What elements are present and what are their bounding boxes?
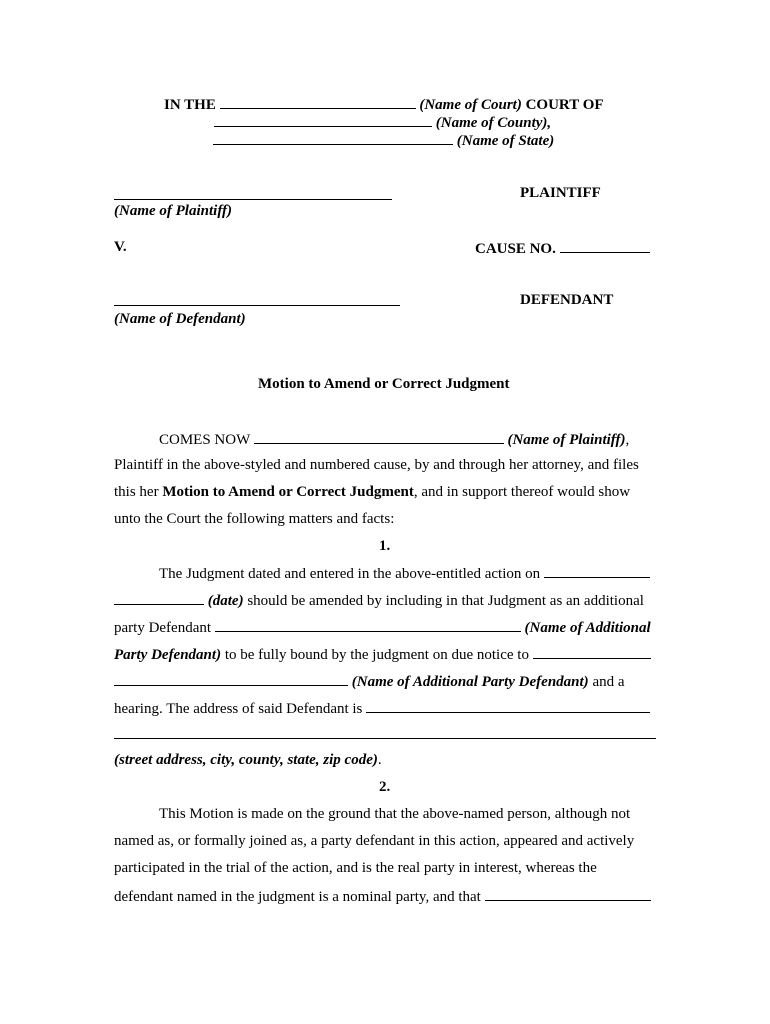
section-1-line-4: [114, 644, 651, 664]
grounds-blank[interactable]: [485, 886, 651, 901]
address-period: .: [377, 752, 382, 768]
section-1-line-3: [114, 617, 651, 637]
name-of-plaintiff-label: (Name of Plaintiff): [114, 203, 233, 219]
name-of-court-label: (Name of Court): [419, 97, 522, 113]
court-of-label: COURT OF: [525, 97, 604, 113]
in-the-label: IN THE: [164, 97, 216, 113]
name-of-defendant-label: (Name of Defendant): [114, 311, 246, 327]
section-1-line-2-text: should be amended by including in that Judgment as an additional: [247, 593, 644, 609]
intro-line-4: unto the Court the following matters and facts:: [114, 511, 395, 527]
and-a-text: and a: [592, 674, 625, 690]
caption-line-3: [213, 130, 554, 150]
address-blank-1[interactable]: [366, 698, 650, 713]
county-name-blank[interactable]: [214, 112, 432, 127]
section-1-line-8: [114, 751, 382, 769]
plaintiff-name-blank[interactable]: [114, 199, 392, 200]
section-2-line-2: named as, or formally joined as, a party defendant in this action, appeared and actively: [114, 833, 635, 849]
section-2-line-4-text: defendant named in the judgment is a nominal party, and that: [114, 889, 481, 905]
section-2-line-1: This Motion is made on the ground that the above-named person, although not: [159, 806, 631, 822]
intro-line-3-post: , and in support thereof would show: [413, 484, 631, 500]
defendant-label: DEFENDANT: [520, 292, 614, 308]
party-defendant-label: Party Defendant): [114, 647, 222, 663]
court-name-blank[interactable]: [220, 94, 416, 109]
versus-label: V.: [114, 239, 127, 255]
intro-name-of-plaintiff: (Name of Plaintiff): [507, 432, 626, 448]
plaintiff-label: PLAINTIFF: [520, 185, 601, 201]
intro-line-2: Plaintiff in the above-styled and numbered cause, by and through her attorney, and files: [114, 457, 639, 473]
defendant-name-blank[interactable]: [114, 305, 400, 306]
section-1-line-1: [159, 563, 650, 583]
notice-to-blank[interactable]: [533, 644, 651, 659]
cause-number-line: [475, 238, 650, 258]
comes-now-text: COMES NOW: [159, 432, 250, 448]
intro-comma: ,: [625, 432, 630, 448]
party-defendant-text: party Defendant: [114, 620, 212, 636]
section-1-line-6: [114, 698, 650, 718]
intro-line-1: [159, 429, 629, 449]
state-name-blank[interactable]: [213, 130, 453, 145]
section-1-line-5: [114, 671, 625, 691]
section-1-line-4-text: to be fully bound by the judgment on due notice to: [224, 647, 529, 663]
name-of-state-label: (Name of State): [456, 133, 555, 149]
judgment-date-blank-2[interactable]: [114, 590, 204, 605]
intro-line-3-pre: this her: [114, 484, 163, 500]
section-2-line-4: [114, 886, 651, 906]
cause-no-label: CAUSE NO.: [475, 241, 556, 257]
name-of-county-label: (Name of County),: [435, 115, 552, 131]
intro-motion-title: Motion to Amend or Correct Judgment: [162, 484, 414, 500]
date-label: (date): [207, 593, 244, 609]
section-1-line-1-text: The Judgment dated and entered in the above-entitled action on: [159, 566, 541, 582]
section-1-line-2: [114, 590, 644, 610]
name-of-additional-party-defendant-label: (Name of Additional Party Defendant): [351, 674, 589, 690]
section-2-line-3: participated in the trial of the action, and is the real party in interest, whereas the: [114, 860, 597, 876]
address-text: hearing. The address of said Defendant is: [114, 701, 363, 717]
street-address-label: (street address, city, county, state, zip code): [114, 752, 378, 768]
judgment-date-blank-1[interactable]: [544, 563, 650, 578]
additional-party-blank[interactable]: [215, 617, 521, 632]
section-2-number: 2.: [379, 779, 391, 795]
cause-number-blank[interactable]: [560, 238, 650, 253]
caption-line-1: [164, 94, 604, 114]
caption-line-2: [214, 112, 551, 132]
document-title: Motion to Amend or Correct Judgment: [258, 376, 510, 392]
intro-plaintiff-blank[interactable]: [254, 429, 504, 444]
address-blank-2[interactable]: [114, 738, 656, 739]
section-1-number: 1.: [379, 538, 391, 554]
name-of-additional-label: (Name of Additional: [524, 620, 651, 636]
notice-party-blank[interactable]: [114, 671, 348, 686]
intro-line-3: [114, 483, 630, 501]
